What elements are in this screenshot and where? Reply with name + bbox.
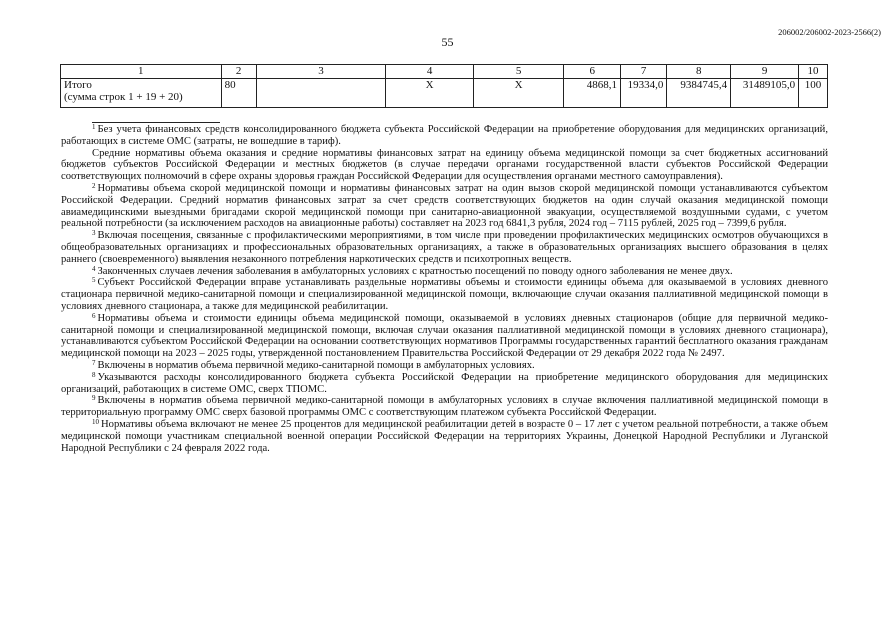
footnote-text: Нормативы объема и стоимости единицы объема медицинской помощи, оказываемой в условиях дневных стационаров (общие для первичной медико-санитарной помощи и специализированной медицинской помощи, включая случаи оказания паллиативной медицинской помощи в условиях дневного стационара), устанавливаются субъектом Российской Федерации на основании соответствующих нормативов Программы государственных гарантий бесплатного оказания гражданам медицинской помощи на 2023 – 2025 годы, утвержденной постановлением Правительства Российской Федерации от 29 декабря 2022 года № 2497. — [61, 312, 828, 360]
cell-x-mark: Х — [386, 79, 474, 108]
row-label — [61, 79, 222, 108]
footnote-marker: 1 — [92, 123, 96, 131]
row-label-title: Итого — [64, 79, 92, 91]
footnote — [61, 266, 828, 278]
column-number: 3 — [256, 65, 386, 79]
footnote-text: Средние нормативы объема оказания и средние нормативы финансовых затрат на единицу объема медицинской помощи за счет бюджетных ассигнований бюджетов субъектов Российской Федерации и местных бюджетов (в случае передачи органами государственной власти субъектов Российской Федерации соответствующих полномочий в сфере охраны здоровья граждан Российской Федерации для осуществления органами местного самоуправления). — [61, 147, 828, 183]
footnotes — [61, 124, 828, 454]
cell-value: 9384745,4 — [667, 79, 731, 108]
footnote-text: Включены в норматив объема первичной медико-санитарной помощи в амбулаторных условиях. — [97, 359, 535, 371]
footnote-marker: 9 — [92, 394, 96, 403]
cell-value: 19334,0 — [621, 79, 667, 108]
table-header-row — [61, 65, 828, 79]
footnote-text: Нормативы объема скорой медицинской помощи и нормативы финансовых затрат на один вызов скорой медицинской помощи устанавливаются субъектом Российской Федерации. Средний норматив финансовых затрат за счет средств соответствующих бюджетов на один случай оказания медицинской помощи авиамедицинскими выездными бригадами скорой медицинской помощи при санитарно-авиационной эвакуации, осуществляемой воздушными судами, с учетом реальной потребности (за исключением расходов на авиационные работы) составляет на 2023 год 6841,3 рубля, 2024 год – 7115 рублей, 2025 год – 7399,6 рубля. — [61, 182, 828, 230]
cell-value: 4868,1 — [564, 79, 621, 108]
column-number: 6 — [564, 65, 621, 79]
footnote-text: Нормативы объема включают не менее 25 процентов для медицинской реабилитации детей в возрасте 0 – 17 лет с учетом реальной потребности, а также объем медицинской помощи участникам специальной военной операции Российской Федерации на территориях Украины, Донецкой Народной Республики и Луганской Народной Республики с 24 февраля 2022 года. — [61, 418, 828, 454]
summary-table — [60, 64, 828, 108]
footnote-marker: 6 — [92, 311, 96, 320]
table-row — [61, 79, 828, 108]
footnote-text: Указываются расходы консолидированного бюджета субъекта Российской Федерации на приобретение медицинского оборудования для медицинских организаций, работающих в системе ОМС, сверх ТПОМС. — [61, 371, 828, 395]
column-number: 2 — [221, 65, 256, 79]
footnote-marker: 5 — [92, 276, 96, 285]
footnote — [61, 372, 828, 396]
column-number: 7 — [621, 65, 667, 79]
footnote-separator — [92, 122, 220, 123]
footnote-marker: 8 — [92, 370, 96, 379]
footnote-text: Законченных случаев лечения заболевания в амбулаторных условиях с кратностью посещений по поводу одного заболевания не менее двух. — [97, 265, 733, 277]
cell-empty — [256, 79, 386, 108]
column-number: 8 — [667, 65, 731, 79]
page-number: 55 — [441, 35, 454, 49]
footnote — [61, 183, 828, 230]
column-number: 9 — [731, 65, 799, 79]
row-label-subtitle: (сумма строк 1 + 19 + 20) — [64, 91, 183, 103]
document-id: 206002/206002-2023-2566(2) — [778, 27, 881, 37]
column-number: 10 — [799, 65, 828, 79]
footnote — [61, 360, 828, 372]
cell-percent: 100 — [799, 79, 828, 108]
footnote-marker: 3 — [92, 229, 96, 238]
footnote-text: Включая посещения, связанные с профилактическими мероприятиями, в том числе при проведении профилактических медицинских осмотров обучающихся в общеобразовательных организациях и профессиональных образовательных организациях, а также в образовательных организациях высшего образования в целях раннего (своевременного) выявления незаконного потребления наркотических средств и психотропных веществ. — [61, 230, 828, 265]
cell-row-number: 80 — [221, 79, 256, 108]
footnote — [61, 395, 828, 419]
column-number: 4 — [386, 65, 474, 79]
footnote — [61, 148, 828, 183]
footnote-marker: 10 — [92, 417, 99, 426]
cell-x-mark: Х — [473, 79, 564, 108]
column-number: 1 — [61, 65, 222, 79]
footnote-text: Включены в норматив объема первичной медико-санитарной помощи в амбулаторных условиях в случае включения паллиативной медицинской помощи в территориальную программу ОМС сверх базовой программы ОМС с соответствующим платежом субъекта Российской Федерации. — [61, 395, 828, 419]
footnote-text: Субъект Российской Федерации вправе устанавливать раздельные нормативы объемы и стоимости единицы объема для оказываемой в условиях дневного стационара первичной медико-санитарной помощи и специализированной медицинской помощи, включающие случаи оказания паллиативной медицинской помощи в условиях дневного стационара, а также для медицинской реабилитации. — [61, 277, 828, 312]
footnote — [61, 124, 828, 148]
footnote-marker: 2 — [92, 181, 96, 190]
footnote-marker: 4 — [92, 264, 96, 273]
footnote-text: Без учета финансовых средств консолидированного бюджета субъекта Российской Федерации на приобретение оборудования для медицинских организаций, работающих в системе ОМС (затраты, не вошедшие в тариф). — [61, 124, 828, 147]
column-number: 5 — [473, 65, 564, 79]
footnote-marker: 7 — [92, 358, 96, 367]
cell-value: 31489105,0 — [731, 79, 799, 108]
footnote — [61, 230, 828, 265]
footnote — [61, 313, 828, 360]
footnote — [61, 277, 828, 312]
footnote — [61, 419, 828, 454]
